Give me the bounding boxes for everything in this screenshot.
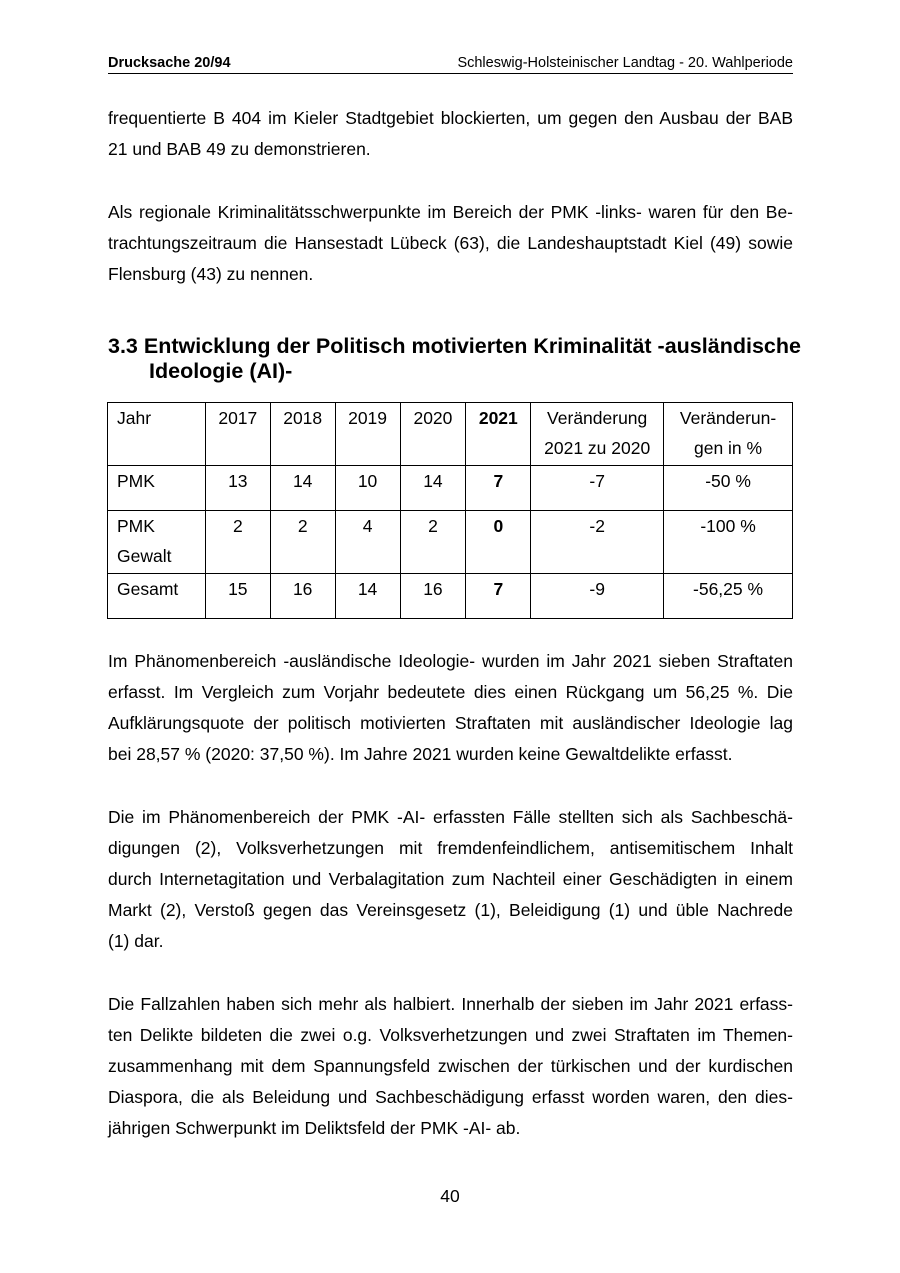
table-cell: 7 bbox=[466, 466, 531, 511]
table-cell: 14 bbox=[335, 574, 400, 619]
table-cell: 15 bbox=[205, 574, 270, 619]
text-line: Flensburg (43) zu nennen. bbox=[108, 264, 314, 284]
column-header-change-percent bbox=[664, 403, 793, 466]
text-line: Diaspora, die als Beleidung und Sachbeschädigung erfasst worden waren, den dies- bbox=[108, 1087, 793, 1107]
page-header bbox=[108, 54, 793, 74]
statistics-table bbox=[107, 402, 793, 619]
column-header-2020: 2020 bbox=[400, 403, 466, 466]
row-label bbox=[108, 511, 206, 574]
table-cell: 14 bbox=[270, 466, 335, 511]
table-cell: 16 bbox=[400, 574, 466, 619]
section-heading-line-1: 3.3 Entwicklung der Politisch motivierten Kriminalität -ausländische bbox=[108, 334, 801, 358]
paragraph-3 bbox=[108, 646, 793, 770]
column-header-2017: 2017 bbox=[205, 403, 270, 466]
page-number: 40 bbox=[440, 1186, 460, 1206]
text-line: Die Fallzahlen haben sich mehr als halbiert. Innerhalb der sieben im Jahr 2021 erfass- bbox=[108, 994, 793, 1014]
table-cell: -7 bbox=[531, 466, 664, 511]
text-line: Im Phänomenbereich -ausländische Ideologie- wurden im Jahr 2021 sieben Straftaten bbox=[108, 651, 793, 671]
table-cell: 10 bbox=[335, 466, 400, 511]
header-line: Veränderung bbox=[547, 408, 648, 428]
header-line: gen in % bbox=[693, 438, 763, 458]
text-line: ten Delikte bildeten die zwei o.g. Volksverhetzungen und zwei Straftaten im Themen- bbox=[108, 1025, 793, 1045]
section-heading-line-2: Ideologie (AI)- bbox=[149, 359, 293, 383]
row-label: Gesamt bbox=[108, 574, 206, 619]
table-cell: 4 bbox=[335, 511, 400, 574]
text-line: frequentierte B 404 im Kieler Stadtgebiet blockierten, um gegen den Ausbau der BAB bbox=[108, 108, 793, 128]
column-header-change bbox=[531, 403, 664, 466]
column-header-2021: 2021 bbox=[466, 403, 531, 466]
text-line: trachtungszeitraum die Hansestadt Lübeck (63), die Landeshauptstadt Kiel (49) sowie bbox=[108, 233, 793, 253]
row-label-line: PMK bbox=[117, 516, 155, 536]
table-cell: -2 bbox=[531, 511, 664, 574]
document-number: Drucksache 20/94 bbox=[108, 55, 231, 71]
table-row-pmk bbox=[108, 466, 793, 511]
header-line: Veränderun- bbox=[679, 408, 777, 428]
column-header-2018: 2018 bbox=[270, 403, 335, 466]
text-line: jährigen Schwerpunkt im Deliktsfeld der PMK -AI- ab. bbox=[108, 1118, 521, 1138]
row-label: PMK bbox=[108, 466, 206, 511]
paragraph-1 bbox=[108, 103, 793, 165]
text-line: Markt (2), Verstoß gegen das Vereinsgesetz (1), Beleidigung (1) und üble Nachrede bbox=[108, 900, 793, 920]
table-row-pmk-gewalt bbox=[108, 511, 793, 574]
table-header-row bbox=[108, 403, 793, 466]
table-cell: -9 bbox=[531, 574, 664, 619]
text-line: erfasst. Im Vergleich zum Vorjahr bedeutete dies einen Rückgang um 56,25 %. Die bbox=[108, 682, 793, 702]
text-line: 21 und BAB 49 zu demonstrieren. bbox=[108, 139, 371, 159]
table-cell: 2 bbox=[270, 511, 335, 574]
column-header-year: Jahr bbox=[108, 403, 206, 466]
column-header-2019: 2019 bbox=[335, 403, 400, 466]
table-cell: 2 bbox=[205, 511, 270, 574]
parliament-title: Schleswig-Holsteinischer Landtag - 20. Wahlperiode bbox=[457, 55, 793, 71]
paragraph-4 bbox=[108, 802, 793, 957]
row-label-line: Gewalt bbox=[117, 546, 172, 566]
text-line: bei 28,57 % (2020: 37,50 %). Im Jahre 2021 wurden keine Gewaltdelikte erfasst. bbox=[108, 744, 733, 764]
table-cell: 14 bbox=[400, 466, 466, 511]
paragraph-2 bbox=[108, 197, 793, 290]
text-line: Die im Phänomenbereich der PMK -AI- erfassten Fälle stellten sich als Sachbeschä- bbox=[108, 807, 793, 827]
table-cell: -100 % bbox=[664, 511, 793, 574]
table-cell: 0 bbox=[466, 511, 531, 574]
text-line: (1) dar. bbox=[108, 931, 164, 951]
table-cell: 7 bbox=[466, 574, 531, 619]
table-cell: 16 bbox=[270, 574, 335, 619]
text-line: Als regionale Kriminalitätsschwerpunkte im Bereich der PMK -links- waren für den Be- bbox=[108, 202, 793, 222]
paragraph-5 bbox=[108, 989, 793, 1144]
text-line: digungen (2), Volksverhetzungen mit fremdenfeindlichem, antisemitischem Inhalt bbox=[108, 838, 793, 858]
section-heading bbox=[108, 334, 808, 384]
table-cell: -56,25 % bbox=[664, 574, 793, 619]
text-line: durch Internetagitation und Verbalagitation zum Nachteil einer Geschädigten in einem bbox=[108, 869, 793, 889]
header-line: 2021 zu 2020 bbox=[544, 438, 651, 458]
table-row-gesamt bbox=[108, 574, 793, 619]
table-cell: 2 bbox=[400, 511, 466, 574]
table-cell: 13 bbox=[205, 466, 270, 511]
text-line: Aufklärungsquote der politisch motivierten Straftaten mit ausländischer Ideologie lag bbox=[108, 713, 793, 733]
table-cell: -50 % bbox=[664, 466, 793, 511]
text-line: zusammenhang mit dem Spannungsfeld zwischen der türkischen und der kurdischen bbox=[108, 1056, 793, 1076]
